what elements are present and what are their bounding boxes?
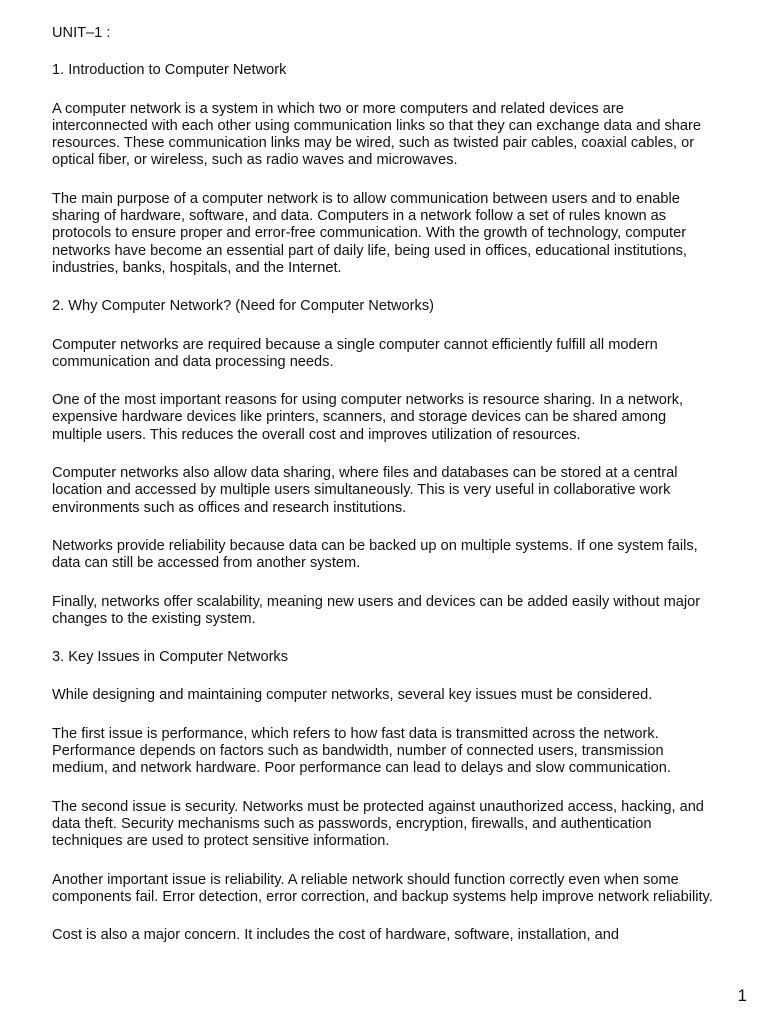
unit-title: UNIT–1 : <box>52 25 111 41</box>
section-heading: 1. Introduction to Computer Network <box>52 62 287 79</box>
section-heading: 2. Why Computer Network? (Need for Computer Networks) <box>52 298 434 315</box>
paragraph: Networks provide reliability because data can be backed up on multiple systems. If one system fails, data can still be accessed from another system. <box>52 537 698 572</box>
paragraph: The main purpose of a computer network is to allow communication between users and to enable sharing of hardware, software, and data. Computers in a network follow a set of rules known as protocols to ensure proper and error-free communication. With the growth of technology, computer networks have become an essential part of daily life, being used in offices, educational institutions, industries, banks, hospitals, and the Internet. <box>52 190 687 276</box>
section-heading: 3. Key Issues in Computer Networks <box>52 649 289 666</box>
paragraph: One of the most important reasons for using computer networks is resource sharing. In a network, expensive hardware devices like printers, scanners, and storage devices can be shared among multiple users. This reduces the overall cost and improves utilization of resources. <box>52 392 684 443</box>
paragraph: Computer networks are required because a single computer cannot efficiently fulfill all modern communication and data processing needs. <box>52 336 658 370</box>
paragraph: While designing and maintaining computer networks, several key issues must be considered. <box>52 687 653 704</box>
paragraph: Cost is also a major concern. It includes the cost of hardware, software, installation, and <box>52 927 620 944</box>
paragraph: Another important issue is reliability. A reliable network should function correctly even when some components fail. Error detection, error correction, and backup systems help improve network reliability. <box>52 871 713 905</box>
paragraph: Computer networks also allow data sharing, where files and databases can be stored at a central location and accessed by multiple users simultaneously. This is very useful in collaborative work environments such as offices and research institutions. <box>52 465 678 516</box>
paragraph: The second issue is security. Networks must be protected against unauthorized access, hacking, and data theft. Security mechanisms such as passwords, encryption, firewalls, and authentication techniques are used to protect sensitive information. <box>52 798 704 850</box>
page-number: 1 <box>737 986 747 1005</box>
paragraph: Finally, networks offer scalability, meaning new users and devices can be added easily without major changes to the existing system. <box>52 593 701 627</box>
document-page <box>52 25 720 965</box>
paragraph: The first issue is performance, which refers to how fast data is transmitted across the network. Performance depends on factors such as bandwidth, number of connected users, transmission medium, and network hardware. Poor performance can lead to delays and slow communication. <box>52 725 671 777</box>
paragraph: A computer network is a system in which two or more computers and related devices are interconnected with each other using communication links so that they can exchange data and share resources. These communication links may be wired, such as twisted pair cables, coaxial cables, or optical fiber, or wireless, such as radio waves and microwaves. <box>52 100 702 169</box>
